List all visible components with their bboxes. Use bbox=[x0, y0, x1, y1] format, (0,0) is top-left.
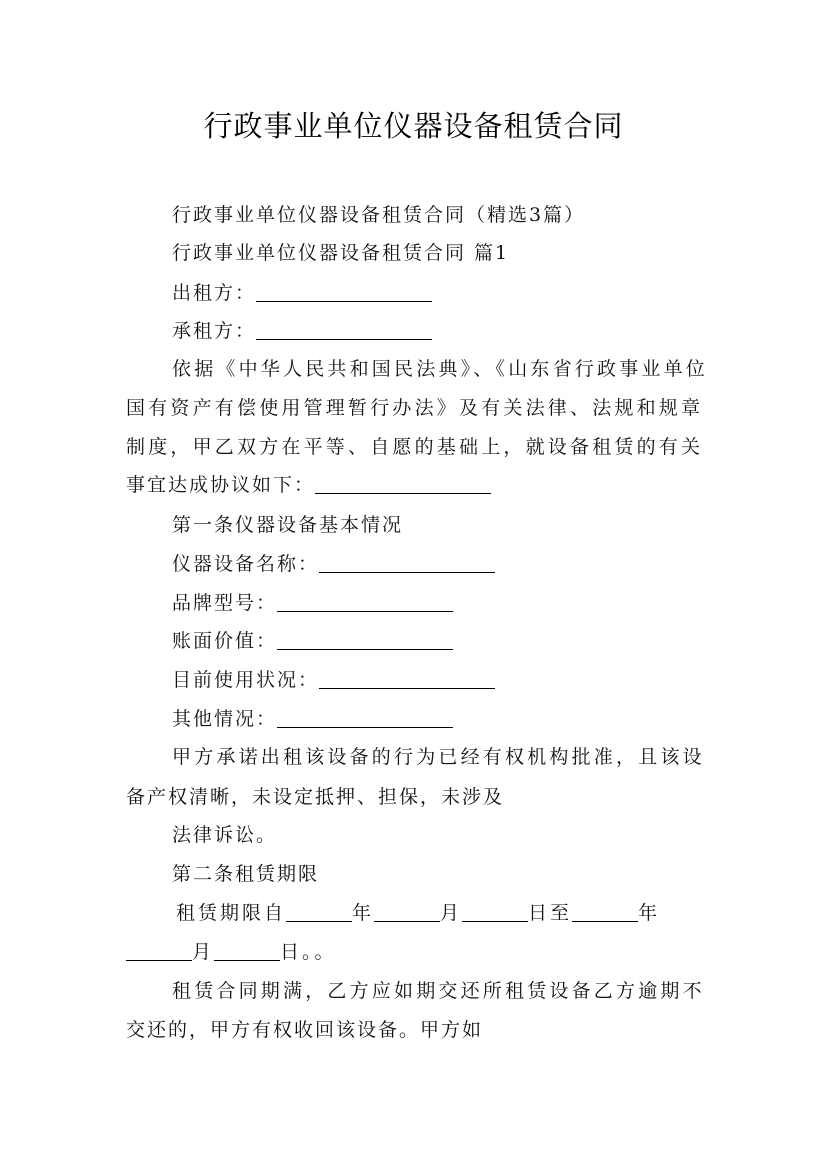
intro-line-4 bbox=[126, 470, 491, 497]
part-heading: 行政事业单位仪器设备租赁合同 篇1 bbox=[172, 242, 510, 264]
intro-line-4-text: 事宜达成协议如下： bbox=[126, 474, 316, 496]
term-line-1 bbox=[176, 898, 660, 925]
document-title: 行政事业单位仪器设备租赁合同 bbox=[203, 109, 624, 143]
start-year-blank[interactable] bbox=[286, 903, 352, 922]
lessee-blank[interactable] bbox=[256, 321, 432, 340]
lessee-label: 承租方： bbox=[172, 320, 257, 342]
current-status-label: 目前使用状况： bbox=[172, 669, 320, 691]
other-info-blank[interactable] bbox=[277, 709, 453, 728]
brand-model-label: 品牌型号： bbox=[172, 592, 278, 614]
promise-line-3: 法律诉讼。 bbox=[172, 824, 278, 846]
promise-line-1: 甲方承诺出租该设备的行为已经有权机构批准，且该设 bbox=[172, 746, 705, 768]
end-year-blank[interactable] bbox=[572, 903, 638, 922]
other-info-line bbox=[172, 704, 453, 731]
article-2-heading: 第二条租赁期限 bbox=[172, 863, 320, 885]
equipment-name-line bbox=[172, 549, 495, 576]
lessee-line bbox=[172, 316, 432, 343]
expire-line-2: 交还的，甲方有权收回该设备。甲方如 bbox=[126, 1019, 484, 1041]
start-day-to-label: 日至 bbox=[528, 902, 573, 924]
equipment-name-blank[interactable] bbox=[319, 554, 495, 573]
expire-line-1: 租赁合同期满，乙方应如期交还所租赁设备乙方逾期不 bbox=[172, 980, 705, 1002]
lessor-blank[interactable] bbox=[256, 283, 432, 302]
subtitle: 行政事业单位仪器设备租赁合同（精选3篇） bbox=[172, 204, 586, 226]
current-status-line bbox=[172, 665, 495, 692]
intro-line-1: 依据《中华人民共和国民法典》、《山东省行政事业单位 bbox=[172, 358, 709, 380]
intro-line-2: 国有资产有偿使用管理暂行办法》及有关法律、法规和规章 bbox=[126, 397, 704, 419]
lessor-line bbox=[172, 278, 432, 305]
start-day-blank[interactable] bbox=[462, 903, 528, 922]
other-info-label: 其他情况： bbox=[172, 708, 278, 730]
agreement-blank[interactable] bbox=[315, 475, 491, 494]
current-status-blank[interactable] bbox=[319, 670, 495, 689]
book-value-label: 账面价值： bbox=[172, 630, 278, 652]
promise-line-2: 备产权清晰，未设定抵押、担保，未涉及 bbox=[126, 786, 505, 808]
lessor-label: 出租方： bbox=[172, 282, 257, 304]
end-month-label: 月 bbox=[192, 941, 215, 963]
start-month-label: 月 bbox=[440, 902, 463, 924]
intro-line-3: 制度，甲乙双方在平等、自愿的基础上，就设备租赁的有关 bbox=[126, 436, 704, 458]
start-year-label: 年 bbox=[352, 902, 375, 924]
book-value-line bbox=[172, 626, 453, 653]
start-month-blank[interactable] bbox=[374, 903, 440, 922]
term-line-2 bbox=[126, 937, 337, 964]
equipment-name-label: 仪器设备名称： bbox=[172, 553, 320, 575]
end-day-blank[interactable] bbox=[214, 942, 280, 961]
term-prefix: 租赁期限自 bbox=[176, 902, 287, 924]
end-year-label: 年 bbox=[638, 902, 661, 924]
end-month-blank[interactable] bbox=[126, 942, 192, 961]
book-value-blank[interactable] bbox=[277, 631, 453, 650]
brand-model-line bbox=[172, 588, 453, 615]
end-day-label: 日。。 bbox=[280, 941, 337, 963]
article-1-heading: 第一条仪器设备基本情况 bbox=[172, 514, 404, 536]
brand-model-blank[interactable] bbox=[277, 593, 453, 612]
